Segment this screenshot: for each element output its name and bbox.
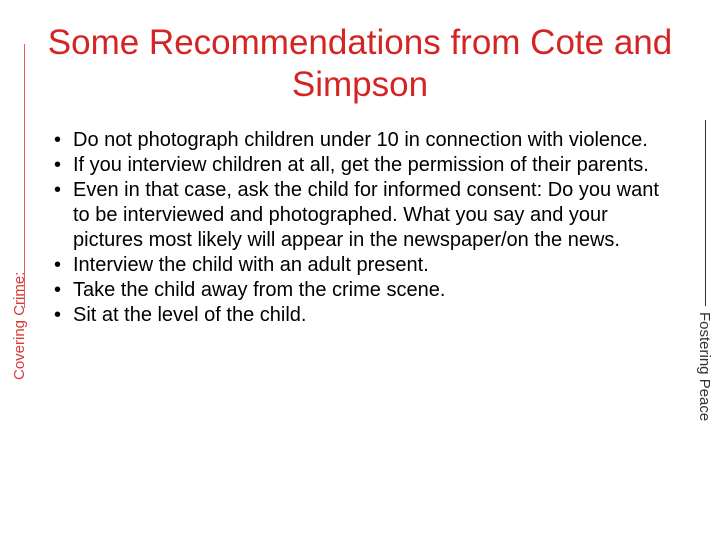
- bullet-text: Take the child away from the crime scene.: [73, 279, 446, 301]
- bullet-item: [48, 153, 678, 178]
- bullet-marker: •: [54, 129, 62, 151]
- bullet-item: [48, 278, 678, 303]
- left-divider-line: [24, 44, 25, 308]
- bullet-item: [48, 253, 678, 278]
- side-label-covering-crime: Covering Crime:: [11, 271, 28, 380]
- bullet-text: Sit at the level of the child.: [73, 304, 307, 326]
- bullet-marker: •: [54, 254, 62, 276]
- bullet-list: [48, 128, 678, 328]
- bullet-item: [48, 178, 678, 253]
- bullet-marker: •: [54, 279, 62, 301]
- bullet-marker: •: [54, 304, 62, 326]
- bullet-text: Do not photograph children under 10 in connection with violence.: [73, 129, 648, 151]
- side-label-fostering-peace: Fostering Peace: [696, 312, 713, 422]
- bullet-marker: •: [54, 154, 62, 176]
- bullet-text: Interview the child with an adult present.: [73, 254, 429, 276]
- slide-title: Some Recommendations from Cote and Simpson: [47, 23, 673, 104]
- right-divider-line: [705, 120, 706, 306]
- bullet-text: If you interview children at all, get the permission of their parents.: [73, 154, 649, 176]
- bullet-item: [48, 128, 678, 153]
- bullet-item: [48, 303, 678, 328]
- bullet-marker: •: [54, 179, 62, 201]
- bullet-text: Even in that case, ask the child for informed consent: Do you want to be interviewed and photographed. What you say and your pictures most likely will appear in the newspaper/on the news.: [73, 179, 659, 251]
